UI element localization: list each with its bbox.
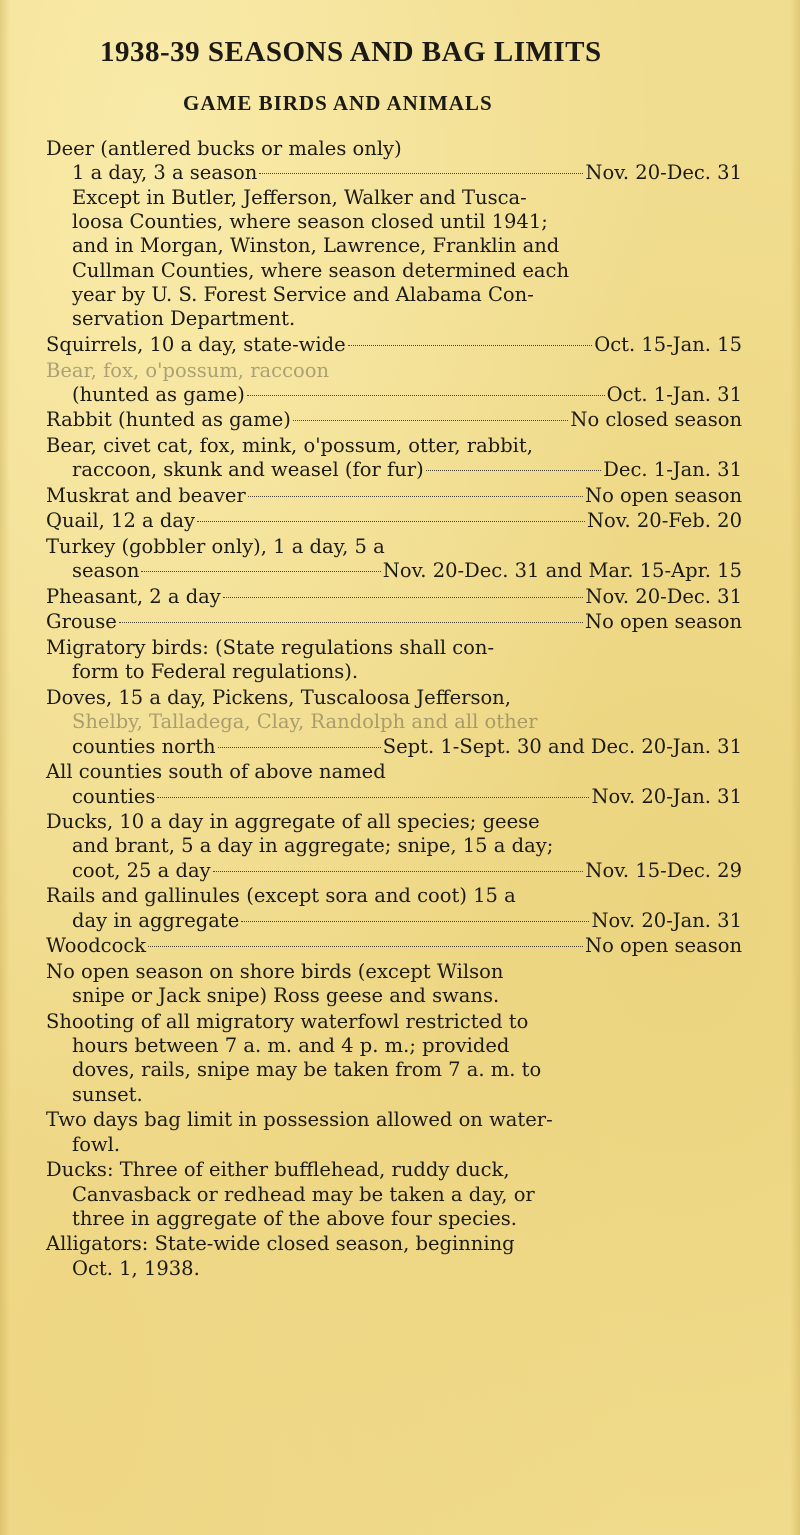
- season-dates: Oct. 15-Jan. 15: [594, 333, 742, 356]
- species-label: 1 a day, 3 a season: [72, 161, 258, 184]
- left-paper-edge: [0, 0, 10, 1535]
- season-dates: Dec. 1-Jan. 31: [603, 458, 742, 481]
- species-label: Pheasant, 2 a day: [46, 585, 221, 608]
- page-title: 1938-39 SEASONS AND BAG LIMITS: [100, 36, 602, 68]
- season-row: [72, 735, 742, 759]
- season-dates: Sept. 1-Sept. 30 and Dec. 20-Jan. 31: [382, 735, 742, 758]
- season-row: [72, 383, 742, 407]
- season-dates: Nov. 20-Dec. 31 and Mar. 15-Apr. 15: [382, 559, 742, 582]
- dot-leader: [293, 420, 568, 421]
- season-row: [72, 161, 742, 185]
- season-dates: Oct. 1-Jan. 31: [606, 383, 742, 406]
- right-paper-edge: [790, 0, 800, 1535]
- text-line: Doves, 15 a day, Pickens, Tuscaloosa Jefferson,: [46, 686, 511, 709]
- text-line: Deer (antlered bucks or males only): [46, 137, 402, 160]
- text-line: doves, rails, snipe may be taken from 7 a. m. to: [72, 1058, 542, 1081]
- text-line: Ducks, 10 a day in aggregate of all species; geese: [46, 810, 540, 833]
- text-line: Shooting of all migratory waterfowl restricted to: [46, 1010, 529, 1033]
- dot-leader: [157, 797, 589, 798]
- season-row: [72, 785, 742, 809]
- species-label: season: [72, 559, 140, 582]
- season-row: [72, 559, 742, 583]
- species-label: raccoon, skunk and weasel (for fur): [72, 458, 424, 481]
- text-line: Migratory birds: (State regulations shall con-: [46, 636, 495, 659]
- season-dates: Nov. 15-Dec. 29: [585, 859, 742, 882]
- dot-leader: [241, 921, 589, 922]
- text-line: and brant, 5 a day in aggregate; snipe, 15 a day;: [72, 834, 554, 857]
- season-row: [72, 458, 742, 482]
- text-line: servation Department.: [72, 307, 296, 330]
- text-line: All counties south of above named: [46, 760, 386, 783]
- text-line: No open season on shore birds (except Wilson: [46, 960, 504, 983]
- species-label: Squirrels, 10 a day, state-wide: [46, 333, 346, 356]
- season-row: [46, 934, 742, 958]
- dot-leader: [247, 395, 605, 396]
- text-line: Ducks: Three of either bufflehead, ruddy duck,: [46, 1158, 510, 1181]
- dot-leader: [426, 470, 602, 471]
- text-line: Alligators: State-wide closed season, beginning: [46, 1232, 515, 1255]
- season-dates: Nov. 20-Jan. 31: [591, 909, 742, 932]
- text-line: year by U. S. Forest Service and Alabama Con-: [72, 283, 534, 306]
- species-label: counties north: [72, 735, 216, 758]
- season-dates: No open season: [585, 484, 742, 507]
- season-dates: No open season: [585, 934, 742, 957]
- text-line: hours between 7 a. m. and 4 p. m.; provided: [72, 1034, 510, 1057]
- season-row: [46, 610, 742, 634]
- page-subtitle: GAME BIRDS AND ANIMALS: [183, 91, 493, 115]
- species-label: Quail, 12 a day: [46, 509, 196, 532]
- season-row: [72, 859, 742, 883]
- season-dates: Nov. 20-Dec. 31: [585, 161, 742, 184]
- dot-leader: [259, 173, 583, 174]
- text-line: Oct. 1, 1938.: [72, 1257, 200, 1280]
- dot-leader: [197, 521, 585, 522]
- dot-leader: [248, 496, 583, 497]
- dot-leader: [348, 345, 593, 346]
- species-label: day in aggregate: [72, 909, 240, 932]
- season-dates: Nov. 20-Dec. 31: [585, 585, 742, 608]
- season-row: [72, 909, 742, 933]
- text-line: Bear, fox, o'possum, raccoon: [46, 359, 330, 382]
- text-line: Rails and gallinules (except sora and coot) 15 a: [46, 884, 516, 907]
- dot-leader: [148, 946, 583, 947]
- text-line: loosa Counties, where season closed until 1941;: [72, 210, 548, 233]
- text-line: Except in Butler, Jefferson, Walker and Tusca-: [72, 186, 527, 209]
- text-line: form to Federal regulations).: [72, 660, 359, 683]
- species-label: Grouse: [46, 610, 117, 633]
- species-label: counties: [72, 785, 156, 808]
- season-row: [46, 408, 742, 432]
- dot-leader: [223, 597, 584, 598]
- season-dates: No closed season: [570, 408, 742, 431]
- species-label: (hunted as game): [72, 383, 245, 406]
- text-line: three in aggregate of the above four species.: [72, 1207, 517, 1230]
- text-line: snipe or Jack snipe) Ross geese and swans.: [72, 984, 500, 1007]
- text-line: Canvasback or redhead may be taken a day, or: [72, 1183, 535, 1206]
- text-line: and in Morgan, Winston, Lawrence, Franklin and: [72, 234, 560, 257]
- season-row: [46, 333, 742, 357]
- text-line: Two days bag limit in possession allowed on water-: [46, 1108, 553, 1131]
- text-line: Shelby, Talladega, Clay, Randolph and all other: [72, 710, 538, 733]
- season-row: [46, 509, 742, 533]
- dot-leader: [213, 871, 584, 872]
- text-line: fowl.: [72, 1133, 121, 1156]
- species-label: coot, 25 a day: [72, 859, 211, 882]
- dot-leader: [141, 571, 380, 572]
- dot-leader: [218, 747, 381, 748]
- species-label: Woodcock: [46, 934, 147, 957]
- season-row: [46, 585, 742, 609]
- season-dates: Nov. 20-Jan. 31: [591, 785, 742, 808]
- season-dates: Nov. 20-Feb. 20: [586, 509, 742, 532]
- dot-leader: [119, 622, 583, 623]
- text-line: Cullman Counties, where season determined each: [72, 259, 570, 282]
- species-label: Muskrat and beaver: [46, 484, 246, 507]
- season-row: [46, 484, 742, 508]
- season-dates: No open season: [585, 610, 742, 633]
- text-line: Turkey (gobbler only), 1 a day, 5 a: [46, 535, 385, 558]
- text-line: Bear, civet cat, fox, mink, o'possum, otter, rabbit,: [46, 434, 533, 457]
- text-line: sunset.: [72, 1083, 143, 1106]
- species-label: Rabbit (hunted as game): [46, 408, 291, 431]
